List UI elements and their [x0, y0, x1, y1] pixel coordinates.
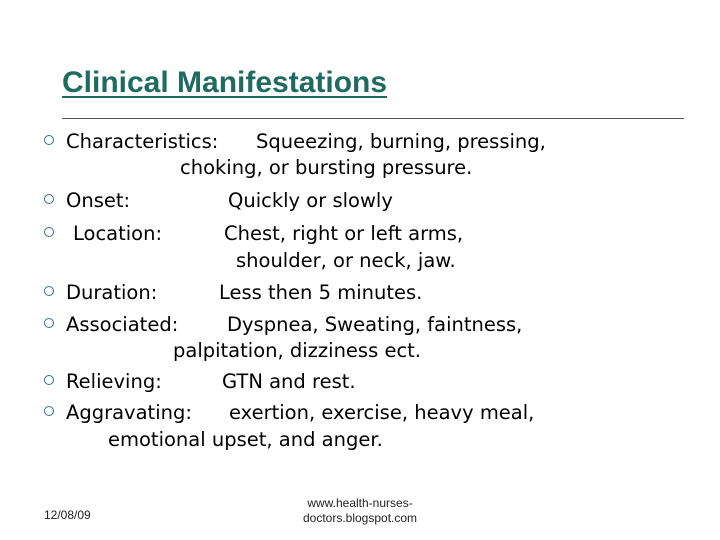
- item-label: Location:: [73, 222, 163, 245]
- item-label: Aggravating:: [66, 401, 192, 424]
- item-continuation: palpitation, dizziness ect.: [173, 339, 422, 362]
- item-label: Onset:: [66, 189, 131, 212]
- item-value: Dyspnea, Sweating, faintness,: [227, 313, 523, 336]
- footer-source-line2: doctors.blogspot.com: [302, 511, 418, 525]
- item-label: Associated:: [66, 313, 179, 336]
- footer-date: 12/08/09: [44, 508, 91, 522]
- hollow-circle-bullet-icon: [44, 375, 54, 385]
- footer-source-line1: www.health-nurses-: [307, 496, 413, 510]
- hollow-circle-bullet-icon: [44, 194, 54, 204]
- footer-source: [250, 496, 470, 526]
- item-value: Squeezing, burning, pressing,: [256, 130, 546, 153]
- item-value: Chest, right or left arms,: [224, 222, 464, 245]
- item-label: Characteristics:: [66, 130, 219, 153]
- item-label: Duration:: [66, 281, 158, 304]
- item-continuation: choking, or bursting pressure.: [180, 156, 473, 179]
- item-continuation: emotional upset, and anger.: [108, 428, 383, 451]
- hollow-circle-bullet-icon: [44, 286, 54, 296]
- item-value: Quickly or slowly: [228, 189, 393, 212]
- item-continuation: shoulder, or neck, jaw.: [236, 249, 456, 272]
- hollow-circle-bullet-icon: [44, 318, 54, 328]
- hollow-circle-bullet-icon: [44, 135, 54, 145]
- hollow-circle-bullet-icon: [44, 227, 54, 237]
- item-label: Relieving:: [66, 370, 162, 393]
- slide-title: Clinical Manifestations: [62, 66, 388, 99]
- item-value: exertion, exercise, heavy meal,: [229, 401, 535, 424]
- item-value: GTN and rest.: [222, 370, 356, 393]
- item-value: Less then 5 minutes.: [219, 281, 423, 304]
- hollow-circle-bullet-icon: [44, 406, 54, 416]
